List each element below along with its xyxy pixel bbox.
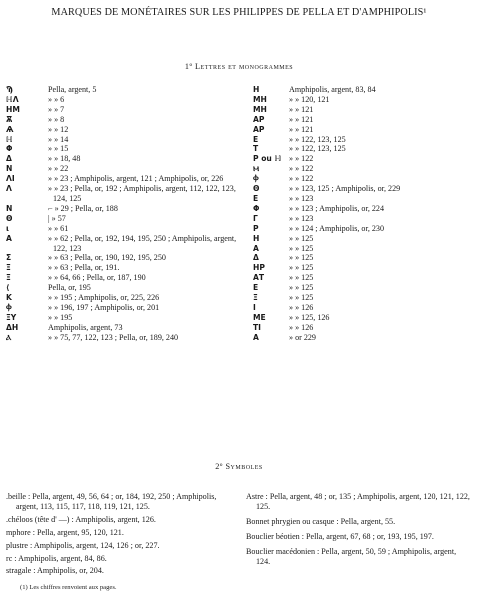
monogram-symbol: ΑΤ xyxy=(253,273,265,283)
monogram-symbol: Ν xyxy=(6,203,13,213)
symbol-entry: plustre : Amphipolis, argent, 124, 126 ; or, 227. xyxy=(6,540,160,550)
monogram-symbol: Ε xyxy=(253,134,259,144)
monogram-reference: » » 63 ; Pella, or, 191. xyxy=(48,263,120,273)
monogram-symbol: Ι xyxy=(253,302,256,312)
monogram-reference: » » 125 xyxy=(289,243,314,253)
monogram-reference: » » 122, 123, 125 xyxy=(289,144,346,154)
monogram-reference: » or 229 xyxy=(289,332,316,342)
monogram-entry xyxy=(6,174,242,184)
monogram-symbol: ΗΡ xyxy=(253,263,265,273)
monogram-reference: » » 123, 125 ; Amphipolis, or, 229 xyxy=(289,184,401,194)
monogram-symbol: Θ xyxy=(253,184,260,194)
monogram-entry xyxy=(6,164,242,174)
monogram-reference: » » 196, 197 ; Amphipolis, or, 201 xyxy=(48,302,160,312)
monogram-reference: » » 18, 48 xyxy=(48,154,81,164)
monogram-entry xyxy=(6,144,242,154)
monogram-entry xyxy=(251,263,473,273)
monogram-symbol: Ⲙ xyxy=(253,164,260,174)
monogram-reference: Pella, argent, 5 xyxy=(48,85,97,94)
monogram-entry xyxy=(6,273,242,283)
symbol-entry: .chéloos (tête d' —) : Amphipolis, argent, 126. xyxy=(6,514,156,524)
monogram-symbol: Ϡ xyxy=(6,85,13,94)
monogram-symbol: Ѧ xyxy=(6,124,14,134)
monogram-entry xyxy=(6,293,242,303)
monogram-entry xyxy=(6,105,242,115)
monogram-entry xyxy=(6,85,242,95)
monogram-entry xyxy=(251,125,473,135)
monogram-reference: » » 125 xyxy=(289,273,314,283)
monogram-symbol: ℍΛ xyxy=(6,94,19,104)
monogram-entry xyxy=(6,184,242,204)
monogram-entry xyxy=(251,244,473,254)
page-title: MARQUES DE MONÉTAIRES SUR LES PHILIPPES DE PELLA ET D'AMPHIPOLIS¹ xyxy=(51,7,427,18)
section-heading-symbols: 2º Symboles xyxy=(215,462,263,471)
monogram-symbol: Θ xyxy=(6,213,13,223)
monogram-reference: » » 123 xyxy=(289,193,314,203)
monogram-entry xyxy=(6,125,242,135)
monogram-symbol: Ξ xyxy=(253,293,258,303)
monogram-reference: » » 62 ; Pella, or, 192, 194, 195, 250 ; Amphipolis, argent, 122, 123 xyxy=(48,233,237,253)
monogram-reference: » » 64, 66 ; Pella, or, 187, 190 xyxy=(48,273,146,283)
monogram-symbol: Γ xyxy=(253,213,258,223)
monogram-entry xyxy=(6,333,242,343)
monogram-reference: » » 125, 126 xyxy=(289,312,330,322)
monogram-reference: » » 125 xyxy=(289,233,314,243)
symbols-column-right xyxy=(246,492,472,571)
monogram-symbol: Ε xyxy=(253,193,259,203)
monogram-symbol: ΤΙ xyxy=(253,322,262,332)
monogram-symbol: Α xyxy=(253,332,259,342)
monogram-reference: » » 195 ; Amphipolis, or, 225, 226 xyxy=(48,293,160,303)
monogram-entry xyxy=(251,164,473,174)
monogram-entry xyxy=(251,115,473,125)
monogram-reference: » » 195 xyxy=(48,312,73,322)
monogram-symbol: Ξ xyxy=(6,263,11,273)
monogram-entry xyxy=(251,293,473,303)
monogram-reference: » » 23 ; Pella, or, 192 ; Amphipolis, argent, 112, 122, 123, 124, 125 xyxy=(48,184,236,203)
monogram-reference: » » 121 xyxy=(289,124,314,134)
monogram-symbol: ΜΗ xyxy=(253,94,267,104)
monogram-entry xyxy=(251,323,473,333)
monogram-entry xyxy=(251,85,473,95)
monogram-entry xyxy=(251,333,473,343)
monogram-reference: » » 121 xyxy=(289,114,314,124)
monogram-reference: » » 14 xyxy=(48,134,69,144)
monogram-reference: » » 125 xyxy=(289,253,314,263)
monogram-entry xyxy=(251,144,473,154)
monogram-symbol: ℍ xyxy=(6,134,13,144)
symbol-entry: Bouclier béotien : Pella, argent, 67, 68 ; or, 193, 195, 197. xyxy=(246,531,434,541)
monogram-entry xyxy=(6,283,242,293)
monogram-symbol: Ⲫ xyxy=(6,302,12,312)
monogram-entry xyxy=(251,313,473,323)
monogram-reference: Amphipolis, argent, 83, 84 xyxy=(289,85,376,94)
monogram-reference: » » 125 xyxy=(289,263,314,273)
monogram-entry xyxy=(6,234,242,254)
monogram-entry xyxy=(251,214,473,224)
monogram-symbol: ΛΙ xyxy=(6,174,15,184)
monogram-entry xyxy=(6,303,242,313)
monogram-reference: » » 125 xyxy=(289,283,314,293)
monogram-symbol: Η xyxy=(253,233,260,243)
monogram-entry xyxy=(251,283,473,293)
monogram-entry xyxy=(251,154,473,164)
monogram-entry xyxy=(6,323,242,333)
monogram-symbol: ΑΡ xyxy=(253,114,265,124)
monogram-reference: » » 23 ; Amphipolis, argent, 121 ; Amphipolis, or, 226 xyxy=(48,174,224,184)
monogram-reference: Amphipolis, argent, 73 xyxy=(48,322,123,332)
monogram-entry xyxy=(6,115,242,125)
monogram-entry xyxy=(6,224,242,234)
monogram-reference: » » 123 ; Amphipolis, or, 224 xyxy=(289,203,385,213)
section-heading-letters: 1º Lettres et monogrammes xyxy=(184,62,294,71)
monogram-symbol: Η xyxy=(253,85,260,94)
monogram-symbol: Σ xyxy=(6,253,12,263)
monogram-reference: » » 122 xyxy=(289,164,314,174)
monogram-reference: » » 8 xyxy=(48,114,65,124)
monogram-reference: » » 126 xyxy=(289,322,314,332)
monogram-entry xyxy=(251,105,473,115)
monogram-symbol: ΜΕ xyxy=(253,312,266,322)
monogram-reference: » » 61 xyxy=(48,223,69,233)
monogram-entry xyxy=(251,253,473,263)
monogram-symbol: Ρ ou ℍ xyxy=(253,154,281,164)
monogram-entry xyxy=(6,95,242,105)
monogram-entry xyxy=(6,154,242,164)
symbol-entry: .beille : Pella, argent, 49, 56, 64 ; or, 184, 192, 250 ; Amphipolis, argent, 113, 115, 117, 118, 119, 121, 125. xyxy=(6,492,217,511)
monogram-symbol: Φ xyxy=(6,144,13,154)
monogram-reference: » » 122 xyxy=(289,174,314,184)
monogram-symbol: ΑΡ xyxy=(253,124,265,134)
monogram-entry xyxy=(251,224,473,234)
monogram-symbol: Α xyxy=(253,243,259,253)
monogram-symbol: Κ xyxy=(6,293,12,303)
symbol-entry: stragale : Amphipolis, or, 204. xyxy=(6,566,104,576)
monogram-entry xyxy=(251,273,473,283)
monogram-reference: » » 6 xyxy=(48,94,65,104)
symbols-column-left xyxy=(6,492,240,579)
monogram-symbol: ι xyxy=(6,223,9,233)
monogram-symbol: Ρ xyxy=(253,223,259,233)
monogram-reference: » » 15 xyxy=(48,144,69,154)
monogram-reference: » » 126 xyxy=(289,302,314,312)
monogram-reference: » » 12 xyxy=(48,124,69,134)
monogram-entry xyxy=(6,204,242,214)
monogram-entry xyxy=(6,253,242,263)
footnote: (1) Les chiffres renvoient aux pages. xyxy=(20,584,117,591)
monogram-symbol: Ѫ xyxy=(6,114,13,124)
symbol-entry: rc : Amphipolis, argent, 84, 86. xyxy=(6,553,107,563)
monogram-entry xyxy=(251,174,473,184)
monogram-entry xyxy=(6,313,242,323)
monogram-reference: » » 22 xyxy=(48,164,69,174)
monogram-entry xyxy=(251,135,473,145)
monogram-entry xyxy=(251,303,473,313)
symbol-entry: mphore : Pella, argent, 95, 120, 121. xyxy=(6,527,124,537)
monogram-symbol: ΔΗ xyxy=(6,322,19,332)
monogram-entry xyxy=(251,194,473,204)
monogram-reference: ⌐ » 29 ; Pella, or, 188 xyxy=(48,203,118,213)
monogram-reference: » » 7 xyxy=(48,104,65,114)
monogram-symbol: Δ xyxy=(6,154,12,164)
monogram-symbol: Ε xyxy=(253,283,259,293)
monogram-reference: » » 122, 123, 125 xyxy=(289,134,346,144)
monogram-entry xyxy=(251,204,473,214)
monogram-symbol: ΞΥ xyxy=(6,312,17,322)
monogram-symbol: ΗΜ xyxy=(6,104,20,114)
monogram-symbol: Λ xyxy=(6,184,12,194)
monogram-reference: » » 121 xyxy=(289,104,314,114)
monogram-symbol: Ν xyxy=(6,164,13,174)
monogram-reference: » » 125 xyxy=(289,293,314,303)
monogram-reference: » » 124 ; Amphipolis, or, 230 xyxy=(289,223,385,233)
monogram-symbol: ⟨ xyxy=(6,283,10,293)
monogram-reference: » » 122 xyxy=(289,154,314,164)
symbol-entry: Bouclier macédonien : Pella, argent, 50, 59 ; Amphipolis, argent, 124. xyxy=(246,546,457,566)
monogram-reference: | » 57 xyxy=(48,213,66,223)
monogram-entry xyxy=(251,95,473,105)
monogram-entry xyxy=(6,263,242,273)
monogram-reference: » » 75, 77, 122, 123 ; Pella, or, 189, 240 xyxy=(48,332,179,342)
monogram-symbol: Φ xyxy=(253,203,260,213)
monogram-column-left xyxy=(6,85,242,343)
monogram-reference: Pella, or, 195 xyxy=(48,283,91,293)
monogram-symbol: Ⲁ xyxy=(6,332,12,342)
monogram-reference: » » 120, 121 xyxy=(289,94,330,104)
symbol-entry: Bonnet phrygien ou casque : Pella, argent, 55. xyxy=(246,516,396,526)
monogram-symbol: Ⲫ xyxy=(253,174,259,184)
monogram-symbol: ΜΗ xyxy=(253,104,267,114)
monogram-symbol: Τ xyxy=(253,144,259,154)
monogram-reference: » » 63 ; Pella, or, 190, 192, 195, 250 xyxy=(48,253,166,263)
monogram-reference: » » 123 xyxy=(289,213,314,223)
monogram-symbol: Δ xyxy=(253,253,259,263)
monogram-column-right xyxy=(251,85,473,343)
symbol-entry: Astre : Pella, argent, 48 ; or, 135 ; Amphipolis, argent, 120, 121, 122, 125. xyxy=(246,492,470,511)
monogram-entry xyxy=(251,234,473,244)
monogram-symbol: Ξ xyxy=(6,273,11,283)
monogram-entry xyxy=(6,135,242,145)
monogram-symbol: Α xyxy=(6,233,12,243)
monogram-entry xyxy=(251,184,473,194)
monogram-entry xyxy=(6,214,242,224)
